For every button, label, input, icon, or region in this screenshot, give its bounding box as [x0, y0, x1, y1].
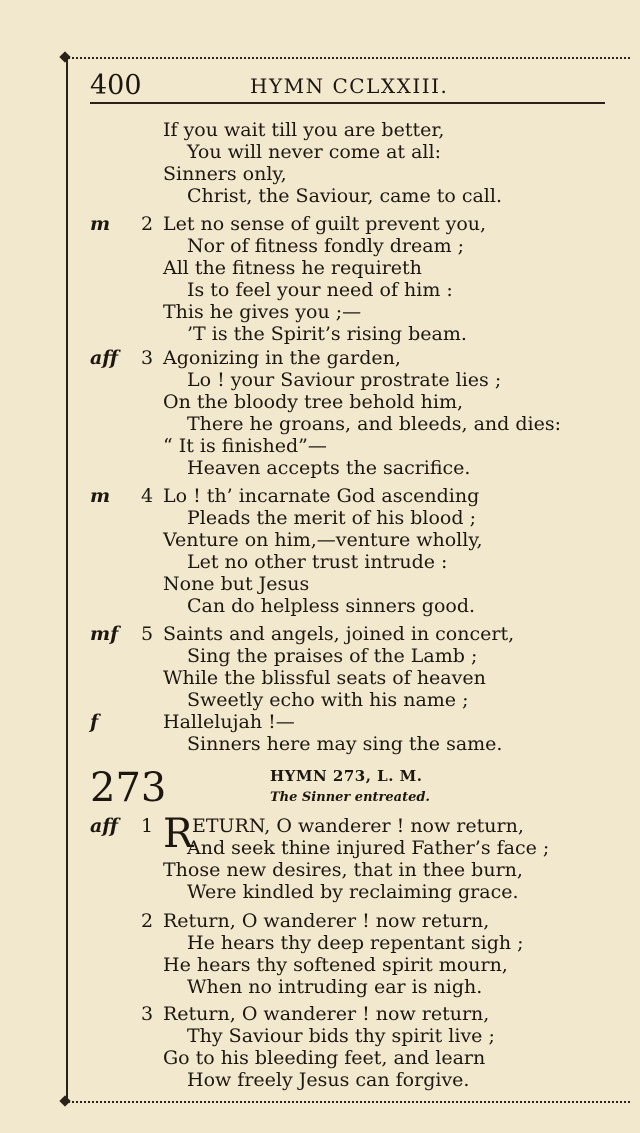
- verse-line: Those new desires, that in thee burn,: [163, 859, 523, 881]
- verse-line: On the bloody tree behold him,: [163, 391, 464, 413]
- stanza-number: 3: [141, 1003, 154, 1025]
- top-border: [64, 57, 630, 59]
- verse-line: Sing the praises of the Lamb ;: [187, 645, 478, 667]
- stanza-number: 2: [141, 213, 154, 235]
- verse-line: Saints and angels, joined in concert,: [163, 623, 515, 645]
- dynamic-mark: aff: [90, 347, 119, 369]
- verse-line: And seek thine injured Father’s face ;: [187, 837, 550, 859]
- hymn-number-large: 273: [90, 765, 167, 811]
- verse-line: Christ, the Saviour, came to call.: [187, 185, 503, 207]
- verse-line: Sinners only,: [163, 163, 287, 185]
- verse-line: Agonizing in the garden,: [163, 347, 401, 369]
- verse-line: Hallelujah !—: [163, 711, 295, 733]
- left-border: [66, 57, 68, 1101]
- verse-line: There he groans, and bleeds, and dies:: [187, 413, 562, 435]
- header-rule: [90, 102, 605, 104]
- verse-line: Pleads the merit of his blood ;: [187, 507, 476, 529]
- dynamic-mark: m: [90, 213, 111, 235]
- verse-line: Thy Saviour bids thy spirit live ;: [187, 1025, 495, 1047]
- verse-line: How freely Jesus can forgive.: [187, 1069, 470, 1091]
- verse-line: He hears thy softened spirit mourn,: [163, 954, 508, 976]
- stanza-number: 5: [141, 623, 154, 645]
- verse-line: ’T is the Spirit’s rising beam.: [187, 323, 467, 345]
- verse-line: “ It is finished”—: [163, 435, 327, 457]
- running-title: HYMN CCLXXIII.: [250, 74, 449, 98]
- hymn-heading: HYMN 273, L. M.: [270, 767, 423, 785]
- verse-line: When no intruding ear is nigh.: [187, 976, 483, 998]
- corner-ornament-bottom: [59, 1095, 70, 1106]
- bottom-border: [64, 1101, 630, 1103]
- verse-line: Heaven accepts the sacrifice.: [187, 457, 471, 479]
- verse-line: Can do helpless sinners good.: [187, 595, 476, 617]
- verse-line: Let no other trust intrude :: [187, 551, 448, 573]
- verse-line: Nor of fitness fondly dream ;: [187, 235, 465, 257]
- dynamic-mark: mf: [90, 623, 119, 645]
- verse-line: Venture on him,—venture wholly,: [163, 529, 483, 551]
- dynamic-mark: m: [90, 485, 111, 507]
- verse-line: You will never come at all:: [187, 141, 441, 163]
- dynamic-mark: aff: [90, 815, 119, 837]
- page-header: [90, 70, 605, 104]
- verse-line: Return, O wanderer ! now return,: [163, 910, 490, 932]
- verse-line: Let no sense of guilt prevent you,: [163, 213, 487, 235]
- dynamic-mark: f: [90, 711, 99, 733]
- verse-line: All the fitness he requireth: [163, 257, 422, 279]
- stanza-number: 1: [141, 815, 154, 837]
- stanza-number: 2: [141, 910, 154, 932]
- verse-line: Sweetly echo with his name ;: [187, 689, 469, 711]
- verse-line: Lo ! your Saviour prostrate lies ;: [187, 369, 502, 391]
- verse-line: Were kindled by reclaiming grace.: [187, 881, 519, 903]
- stanza-number: 4: [141, 485, 154, 507]
- verse-line: Return, O wanderer ! now return,: [163, 1003, 490, 1025]
- verse-line: This he gives you ;—: [163, 301, 362, 323]
- verse-line: Sinners here may sing the same.: [187, 733, 503, 755]
- verse-line: None but Jesus: [163, 573, 310, 595]
- hymn-subtitle: The Sinner entreated.: [270, 790, 430, 805]
- verse-line: Is to feel your need of him :: [187, 279, 453, 301]
- corner-ornament-top: [59, 51, 70, 62]
- verse-line: Lo ! th’ incarnate God ascending: [163, 485, 480, 507]
- stanza-number: 3: [141, 347, 154, 369]
- verse-line: If you wait till you are better,: [163, 119, 445, 141]
- verse-line: He hears thy deep repentant sigh ;: [187, 932, 524, 954]
- verse-line: Go to his bleeding feet, and learn: [163, 1047, 486, 1069]
- page-number: 400: [90, 70, 142, 101]
- verse-line: While the blissful seats of heaven: [163, 667, 486, 689]
- verse-line: ETURN, O wanderer ! now return,: [192, 815, 524, 837]
- drop-cap: R: [163, 811, 194, 857]
